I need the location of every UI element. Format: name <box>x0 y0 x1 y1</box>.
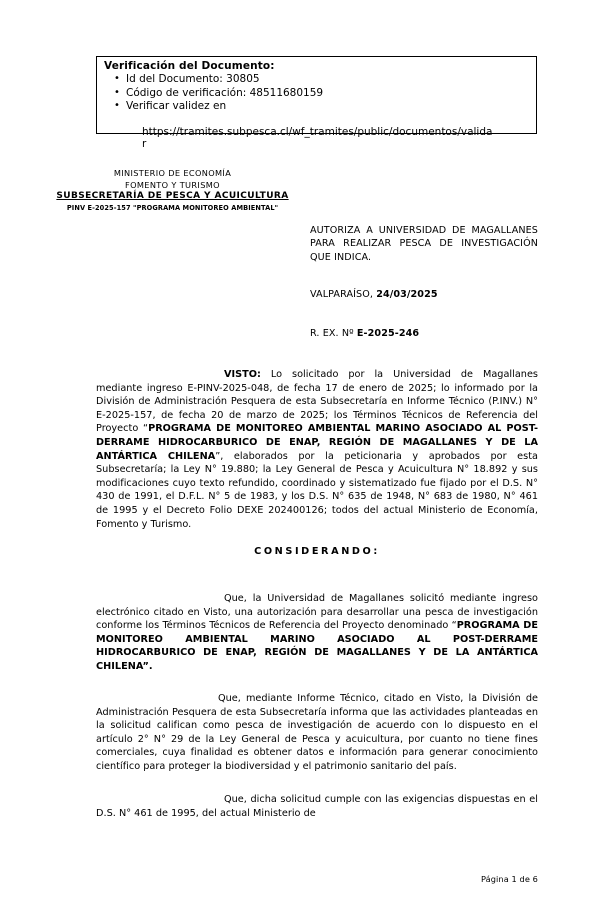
visto-label: VISTO: <box>224 369 261 380</box>
que1-project-name: PROGRAMA DE MONITOREO AMBIENTAL MARINO ASOCIADO AL POST-DERRAME HIDROCARBURICO DE ENAP, REGIÓN DE MAGALLANES Y DE LA ANTÁRTICA CHILENA <box>96 620 539 672</box>
project-code-line: PINV E-2025-157 "PROGRAMA MONITOREO AMBIENTAL" <box>66 204 279 213</box>
resolution-number <box>310 327 538 340</box>
paragraph-que-1 <box>96 592 538 674</box>
que2-text: Que, mediante Informe Técnico, citado en Visto, la División de Administración Pesquera de esta Subsecretaría informa que las actividades planteadas en la solicitud califican como pesca de investigación de acuerdo con lo dispuesto en el artículo 2° N° 29 de la Ley General de Pesca y acuicultura, por cuanto no tiene fines comerciales, cuya finalidad es obtener datos e información para generar conocimiento científico para proteger la biodiversidad y el patrimonio sanitario del país. <box>96 693 538 772</box>
considerando-heading <box>96 545 538 559</box>
que1-text-2: ”. <box>142 660 153 672</box>
visto-text-1: Lo solicitado por la Universidad de Magallanes mediante ingreso E-PINV-2025-048, de fecha 17 de enero de 2025; lo informado por la División de Administración Pesquera de esta Subsecretaría en Informe Técnico (P.INV.) N° E-2025-157, de fecha 20 de marzo de 2025; los Términos Técnicos de Referencia del Proyecto “ <box>96 369 538 435</box>
list-item: • Código de verificación: 48511680159 <box>126 87 544 101</box>
place-and-date <box>310 288 538 301</box>
date-value: 24/03/2025 <box>376 289 438 300</box>
subsecretaria-line: SUBSECRETARÍA DE PESCA Y ACUICULTURA <box>56 191 289 202</box>
visto-text-2: ”, elaborados por la peticionaria y aprobados por esta Subsecretaría; la Ley N° 19.880; la Ley General de Pesca y Acuicultura N° 18.892 y sus modificaciones cuyo texto refundido, coordinado y sistematizado fue fijado por el D.S. N° 430 de 1991, el D.F.L. N° 5 de 1983, y los D.S. N° 635 de 1948, N° 683 de 1980, N° 461 de 1995 y el Decreto Folio DEXE 202400126; todos del actual Ministerio de Economía, Fomento y Turismo. <box>96 450 539 530</box>
list-item: • Verificar validez en <box>126 100 544 114</box>
paragraph-visto <box>96 368 538 531</box>
ministry-line-1: MINISTERIO DE ECONOMÍA <box>113 168 232 178</box>
paragraph-que-2 <box>96 692 538 774</box>
resolution-value: E-2025-246 <box>356 328 420 339</box>
verification-title: Verificación del Documento: <box>104 60 275 72</box>
resolution-prefix: R. EX. Nº <box>310 328 357 339</box>
place-label: VALPARAÍSO, <box>310 289 377 300</box>
list-item: • Id del Documento: 30805 <box>126 73 544 87</box>
subject-text: AUTORIZA A UNIVERSIDAD DE MAGALLANES PARA REALIZAR PESCA DE INVESTIGACIÓN QUE INDICA. <box>310 225 538 263</box>
que3-text: Que, dicha solicitud cumple con las exigencias dispuestas en el D.S. N° 461 de 1995, del actual Ministerio de <box>96 794 538 819</box>
paragraph-que-3 <box>96 793 538 820</box>
verification-url-wrap[interactable]: r <box>142 138 147 150</box>
considerando-label: CONSIDERANDO: <box>254 546 380 557</box>
visto-project-name: PROGRAMA DE MONITOREO AMBIENTAL MARINO ASOCIADO AL POST-DERRAME HIDROCARBURICO DE ENAP, REGIÓN DE MAGALLANES Y DE LA ANTÁRTICA CHILENA <box>96 423 538 462</box>
verification-list <box>104 73 544 114</box>
letterhead <box>30 168 315 215</box>
verification-content <box>104 60 544 114</box>
page-footer: Página 1 de 6 <box>480 874 538 884</box>
ministry-line-2: FOMENTO Y TURISMO <box>125 179 220 190</box>
que1-text-1: Que, la Universidad de Magallanes solicitó mediante ingreso electrónico citado en Visto, una autorización para desarrollar una pesca de investigación conforme los Términos Técnicos de Referencia del Proyecto denominado “ <box>96 593 538 632</box>
verification-url[interactable]: https://tramites.subpesca.cl/wf_tramites/public/documentos/valida <box>142 126 493 138</box>
